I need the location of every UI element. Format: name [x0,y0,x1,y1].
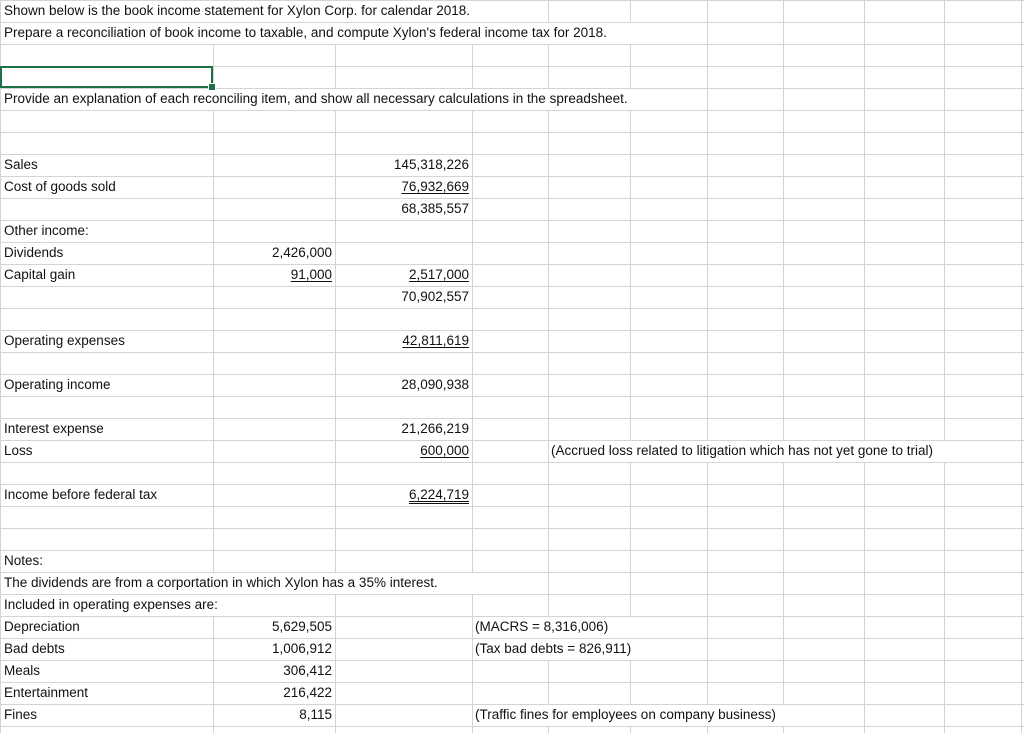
operating-income-amount[interactable]: 28,090,938 [401,377,469,392]
sales-label[interactable]: Sales [4,157,38,172]
capital-gain-amount[interactable] [213,264,335,286]
income-before-tax-amount[interactable] [335,484,472,506]
note-item-comment[interactable]: (Traffic fines for employees on company business) [475,707,776,722]
income-before-tax-amount-text: 6,224,719 [408,487,469,502]
row-divider [0,286,1024,287]
operating-expenses-label[interactable]: Operating expenses [4,333,125,348]
included-expenses-header[interactable]: Included in operating expenses are: [4,597,218,612]
note-item-comment[interactable]: (Tax bad debts = 826,911) [475,641,632,656]
row-divider [0,44,1024,45]
other-income-total-text: 2,517,000 [408,267,469,282]
interest-expense-label[interactable]: Interest expense [4,421,104,436]
row-divider [0,462,1024,463]
note-item-amount[interactable]: 216,422 [283,685,332,700]
income-before-tax-label[interactable]: Income before federal tax [4,487,158,502]
instruction-line-3[interactable]: Provide an explanation of each reconciling item, and show all necessary calculations in the spreadsheet. [4,91,628,106]
cogs-amount[interactable] [335,176,472,198]
dividends-amount[interactable]: 2,426,000 [271,245,332,260]
loss-label[interactable]: Loss [4,443,33,458]
instruction-line-1[interactable]: Shown below is the book income statement for Xylon Corp. for calendar 2018. [4,3,471,18]
capital-gain-label[interactable]: Capital gain [4,267,76,282]
cogs-label[interactable]: Cost of goods sold [4,179,116,194]
note-item-label[interactable]: Depreciation [4,619,80,634]
operating-income-label[interactable]: Operating income [4,377,111,392]
loss-amount-text: 600,000 [420,443,469,458]
instruction-line-2[interactable]: Prepare a reconciliation of book income to taxable, and compute Xylon's federal income tax for 2018. [4,25,607,40]
row-divider [0,132,1024,133]
interest-expense-amount[interactable]: 21,266,219 [401,421,469,436]
row-divider [0,308,1024,309]
capital-gain-amount-text: 91,000 [290,267,332,282]
row-divider [0,110,1024,111]
row-divider [0,352,1024,353]
other-income-header[interactable]: Other income: [4,223,89,238]
note-item-label[interactable]: Fines [4,707,38,722]
notes-header[interactable]: Notes: [4,553,44,568]
note-item-label[interactable]: Bad debts [4,641,65,656]
note-item-label[interactable]: Entertainment [4,685,89,700]
loss-comment[interactable]: (Accrued loss related to litigation which has not yet gone to trial) [551,443,933,458]
gross-profit-amount[interactable]: 68,385,557 [401,201,469,216]
row-divider [0,528,1024,529]
loss-amount[interactable] [335,440,472,462]
note-item-amount[interactable]: 8,115 [299,707,332,722]
note-item-amount[interactable]: 306,412 [283,663,332,678]
note-item-amount[interactable]: 1,006,912 [271,641,332,656]
row-divider [0,506,1024,507]
row-divider [0,726,1024,727]
row-divider [0,198,1024,199]
dividends-note[interactable]: The dividends are from a corportation in which Xylon has a 35% interest. [4,575,438,590]
active-cell-selection[interactable] [0,66,213,88]
row-divider [0,550,1024,551]
dividends-label[interactable]: Dividends [4,245,64,260]
subtotal-amount[interactable]: 70,902,557 [401,289,469,304]
row-divider [0,396,1024,397]
operating-expenses-amount-text: 42,811,619 [402,333,469,348]
note-item-amount[interactable]: 5,629,505 [271,619,332,634]
other-income-total[interactable] [335,264,472,286]
note-item-label[interactable]: Meals [4,663,41,678]
operating-expenses-amount[interactable] [335,330,472,352]
cogs-amount-text: 76,932,669 [401,179,469,194]
sales-amount[interactable]: 145,318,226 [393,157,469,172]
note-item-comment[interactable]: (MACRS = 8,316,006) [475,619,609,634]
